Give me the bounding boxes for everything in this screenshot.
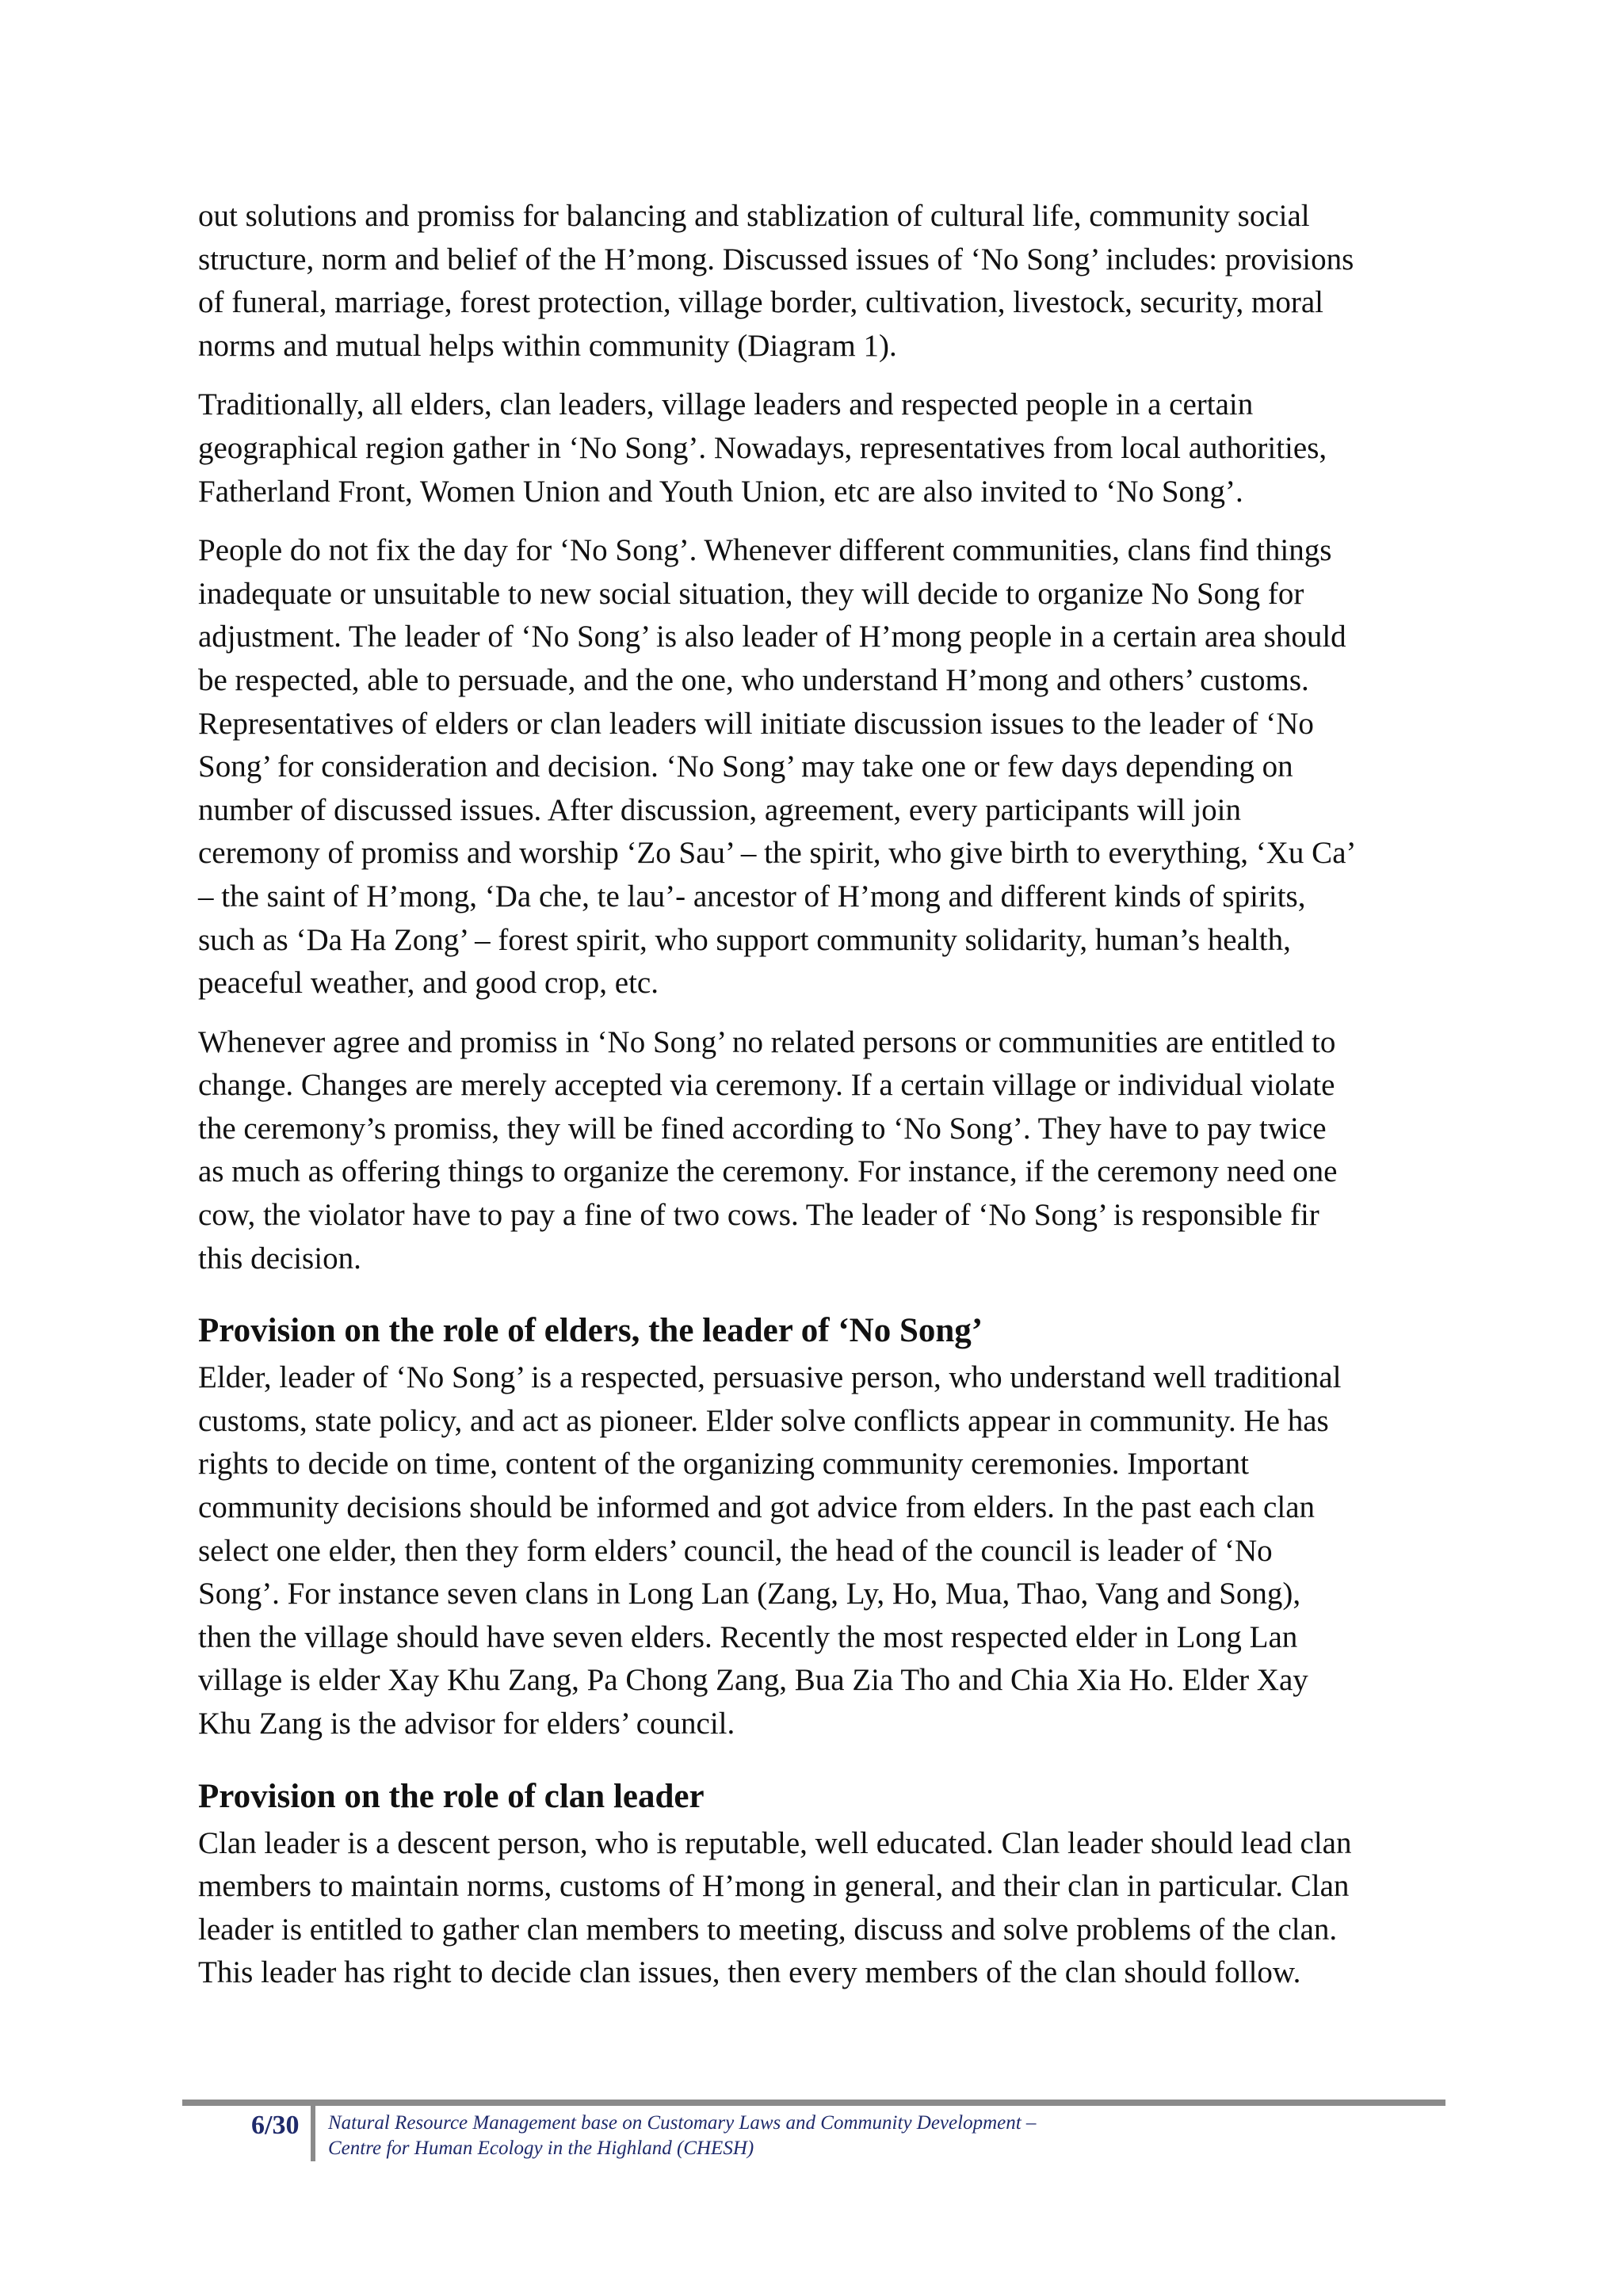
text-line: change. Changes are merely accepted via ceremony. If a certain village or individual violate <box>198 1068 1335 1103</box>
text-line: members to maintain norms, customs of H’mong in general, and their clan in particular. Clan <box>198 1869 1350 1904</box>
body-paragraph <box>198 383 1434 513</box>
text-line: geographical region gather in ‘No Song’. Nowadays, representatives from local authorities, <box>198 430 1327 465</box>
text-line: of funeral, marriage, forest protection, village border, cultivation, livestock, security, moral <box>198 285 1323 320</box>
text-line: Representatives of elders or clan leaders will initiate discussion issues to the leader of ‘No <box>198 706 1314 741</box>
text-line: Clan leader is a descent person, who is reputable, well educated. Clan leader should lead clan <box>198 1825 1352 1860</box>
text-line: peaceful weather, and good crop, etc. <box>198 966 659 1001</box>
document-body <box>198 195 1434 2011</box>
text-line: inadequate or unsuitable to new social situation, they will decide to organize No Song for <box>198 576 1304 611</box>
text-line: select one elder, then they form elders’ council, the head of the council is leader of ‘No <box>198 1533 1273 1568</box>
text-line: This leader has right to decide clan issues, then every members of the clan should follow. <box>198 1955 1301 1990</box>
text-line: leader is entitled to gather clan members to meeting, discuss and solve problems of the clan. <box>198 1912 1338 1947</box>
text-line: be respected, able to persuade, and the one, who understand H’mong and others’ customs. <box>198 662 1309 697</box>
text-line: Whenever agree and promiss in ‘No Song’ no related persons or communities are entitled to <box>198 1024 1336 1059</box>
text-line: Khu Zang is the advisor for elders’ council. <box>198 1707 735 1741</box>
text-line: People do not fix the day for ‘No Song’. Whenever different communities, clans find things <box>198 533 1332 568</box>
text-line: ceremony of promiss and worship ‘Zo Sau’ – the spirit, who give birth to everything, ‘Xu Ca’ <box>198 836 1357 871</box>
text-line: as much as offering things to organize the ceremony. For instance, if the ceremony need one <box>198 1154 1338 1189</box>
footer-line: Natural Resource Management base on Customary Laws and Community Development – <box>328 2112 1037 2134</box>
footer-caption <box>328 2111 1036 2161</box>
footer-rule <box>182 2100 1445 2106</box>
text-line: Fatherland Front, Women Union and Youth Union, etc are also invited to ‘No Song’. <box>198 474 1243 509</box>
text-line: such as ‘Da Ha Zong’ – forest spirit, who support community solidarity, human’s health, <box>198 922 1291 957</box>
body-paragraph <box>198 1822 1434 1995</box>
body-paragraph <box>198 1021 1434 1281</box>
body-paragraph <box>198 529 1434 1005</box>
text-line: then the village should have seven elders. Recently the most respected elder in Long Lan <box>198 1619 1298 1654</box>
text-line: structure, norm and belief of the H’mong. Discussed issues of ‘No Song’ includes: provisions <box>198 242 1354 277</box>
text-line: Song’. For instance seven clans in Long Lan (Zang, Ly, Ho, Mua, Thao, Vang and Song), <box>198 1577 1301 1611</box>
text-line: the ceremony’s promiss, they will be fined according to ‘No Song’. They have to pay twice <box>198 1111 1327 1146</box>
text-line: customs, state policy, and act as pioneer. Elder solve conflicts appear in community. He has <box>198 1403 1329 1438</box>
text-line: village is elder Xay Khu Zang, Pa Chong Zang, Bua Zia Tho and Chia Xia Ho. Elder Xay <box>198 1663 1308 1698</box>
text-line: out solutions and promiss for balancing and stablization of cultural life, community social <box>198 199 1310 233</box>
section-heading-clan-leader: Provision on the role of clan leader <box>198 1777 705 1815</box>
text-line: rights to decide on time, content of the organizing community ceremonies. Important <box>198 1447 1250 1482</box>
text-line: adjustment. The leader of ‘No Song’ is also leader of H’mong people in a certain area should <box>198 620 1346 654</box>
text-line: Traditionally, all elders, clan leaders, village leaders and respected people in a certain <box>198 387 1254 422</box>
body-paragraph <box>198 195 1434 368</box>
text-line: cow, the violator have to pay a fine of two cows. The leader of ‘No Song’ is responsible fir <box>198 1198 1319 1233</box>
text-line: – the saint of H’mong, ‘Da che, te lau’- ancestor of H’mong and different kinds of spirits, <box>198 879 1306 913</box>
footer-line: Centre for Human Ecology in the Highland (CHESH) <box>328 2138 754 2159</box>
text-line: this decision. <box>198 1241 361 1276</box>
text-line: community decisions should be informed and got advice from elders. In the past each clan <box>198 1490 1316 1525</box>
section-heading-elders: Provision on the role of elders, the leader of ‘No Song’ <box>198 1312 983 1350</box>
text-line: number of discussed issues. After discussion, agreement, every participants will join <box>198 792 1241 827</box>
page-footer <box>182 2100 1445 2163</box>
footer-divider <box>311 2106 315 2161</box>
text-line: norms and mutual helps within community (Diagram 1). <box>198 328 897 363</box>
text-line: Elder, leader of ‘No Song’ is a respected, persuasive person, who understand well traditional <box>198 1360 1342 1395</box>
body-paragraph <box>198 1356 1434 1745</box>
page-number: 6/30 <box>251 2111 300 2140</box>
text-line: Song’ for consideration and decision. ‘No Song’ may take one or few days depending on <box>198 749 1293 784</box>
